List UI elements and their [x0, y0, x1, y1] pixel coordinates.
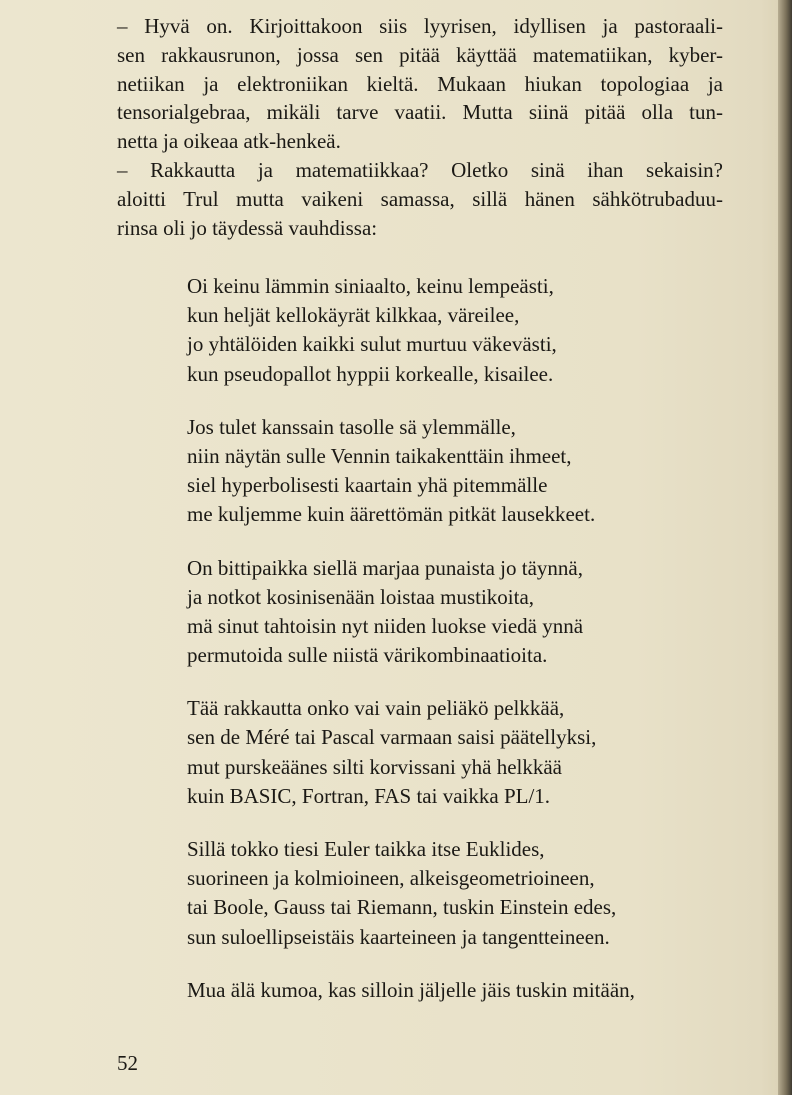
poem-stanza [187, 835, 635, 952]
page-number: 52 [117, 1051, 138, 1075]
poem-verse: me kuljemme kuin äärettömän pitkät lausekkeet. [187, 502, 596, 527]
poem-verse: kun pseudopallot hyppii korkealle, kisailee. [187, 361, 554, 386]
poem-verse: sun suloellipseistäis kaarteineen ja tangentteineen. [187, 924, 610, 949]
poem-stanza [187, 554, 635, 671]
poem-verse: kun heljät kellokäyrät kilkkaa, väreilee, [187, 303, 520, 328]
poem-verse: tai Boole, Gauss tai Riemann, tuskin Einstein edes, [187, 895, 617, 920]
prose-line: netiikan ja elektroniikan kieltä. Mukaan hiukan topologiaa ja [117, 71, 723, 96]
poem-verse: Sillä tokko tiesi Euler taikka itse Euklides, [187, 837, 545, 861]
poem-verse: mä sinut tahtoisin nyt niiden luokse viedä ynnä [187, 613, 584, 638]
prose-line: tensorialgebraa, mikäli tarve vaatii. Mutta siinä pitää olla tun- [117, 100, 723, 125]
prose-line: – Hyvä on. Kirjoittakoon siis lyyrisen, idyllisen ja pastoraali- [117, 14, 723, 38]
poem-verse: sen de Méré tai Pascal varmaan saisi päätellyksi, [187, 725, 597, 750]
poem-verse: Oi keinu lämmin siniaalto, keinu lempeästi, [187, 274, 554, 298]
poem-stanza [187, 976, 635, 1005]
poem-stanza [187, 694, 635, 811]
poem-verse: niin näytän sulle Vennin taikakenttäin ihmeet, [187, 443, 572, 468]
prose-line: – Rakkautta ja matematiikkaa? Oletko sinä ihan sekaisin? [117, 157, 723, 182]
poem [187, 272, 635, 1029]
poem-verse: permutoida sulle niistä värikombinaatioita. [187, 643, 548, 668]
prose-line: aloitti Trul mutta vaikeni samassa, sillä hänen sähkötrubaduu- [117, 186, 723, 211]
prose-line: rinsa oli jo täydessä vauhdissa: [117, 215, 378, 240]
book-spine-shadow [778, 0, 792, 1095]
poem-verse: suorineen ja kolmioineen, alkeisgeometrioineen, [187, 866, 595, 891]
poem-verse: siel hyperbolisesti kaartain yhä pitemmälle [187, 473, 548, 498]
poem-verse: Mua älä kumoa, kas silloin jäljelle jäis tuskin mitään, [187, 977, 635, 1002]
prose-line: netta ja oikeaa atk-henkeä. [117, 129, 341, 154]
poem-verse: mut purskeäänes silti korvissani yhä helkkää [187, 754, 562, 779]
poem-verse: On bittipaikka siellä marjaa punaista jo täynnä, [187, 555, 583, 580]
prose-text [117, 12, 723, 242]
poem-verse: ja notkot kosinisenään loistaa mustikoita, [187, 584, 535, 609]
poem-verse: Tää rakkautta onko vai vain peliäkö pelkkää, [187, 696, 565, 721]
poem-verse: Jos tulet kanssain tasolle sä ylemmälle, [187, 414, 516, 439]
poem-stanza [187, 413, 635, 530]
poem-verse: jo yhtälöiden kaikki sulut murtuu väkevästi, [187, 332, 557, 357]
poem-verse: kuin BASIC, Fortran, FAS tai vaikka PL/1. [187, 783, 551, 808]
prose-line: sen rakkausrunon, jossa sen pitää käyttää matematiikan, kyber- [117, 42, 723, 67]
poem-stanza [187, 272, 635, 389]
